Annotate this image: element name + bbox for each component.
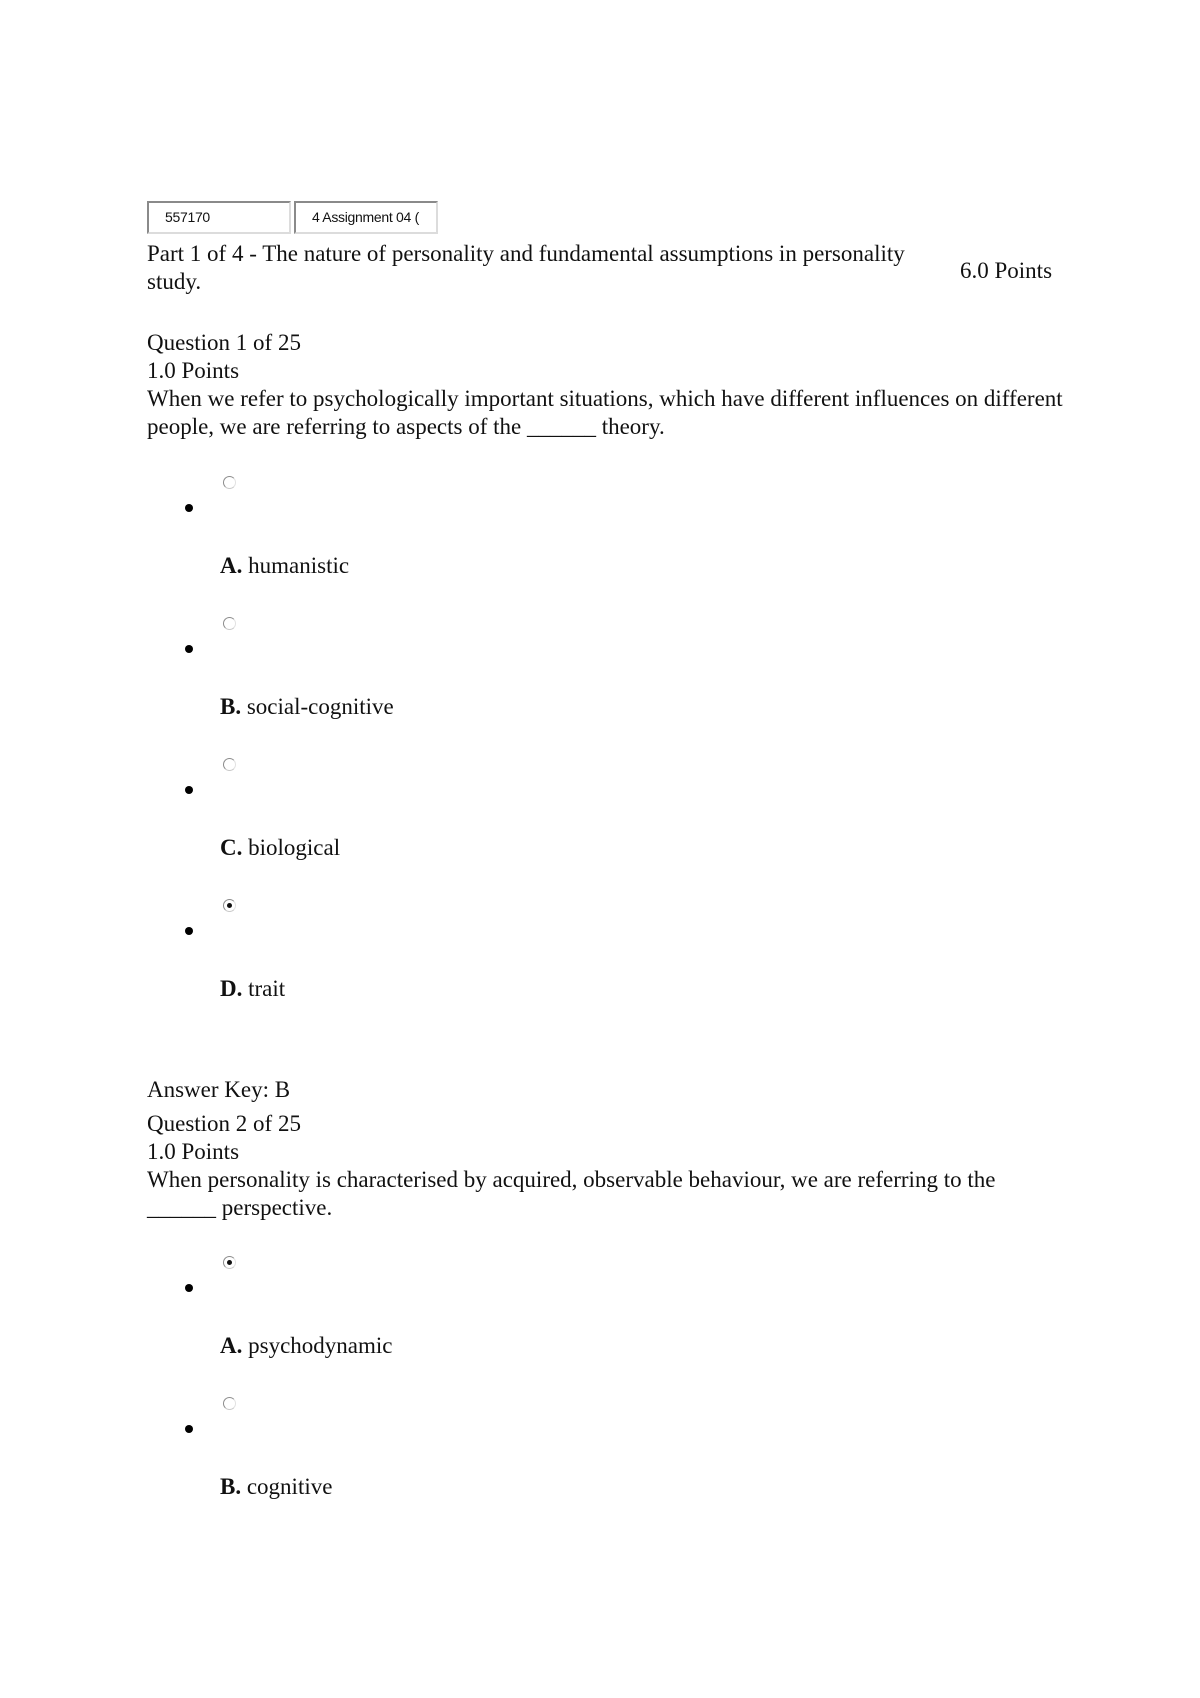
q1-option-d [0,893,1200,1033]
question-points: 1.0 Points [147,1139,240,1164]
q1-option-b [0,611,1200,751]
answer-key-text: Answer Key: B [147,1077,291,1102]
q2-option-a [0,1250,1200,1390]
q2-option-b-radio[interactable] [223,1397,236,1410]
question-number: Question 2 of 25 [147,1111,301,1136]
course-code-field[interactable]: 557170 [147,201,291,234]
question-text: When we refer to psychologically important situations, which have different influences on different people, we are referring to aspects of the ______ theory. [147,386,1063,439]
q1-option-c-radio[interactable] [223,758,236,771]
question-number: Question 1 of 25 [147,330,301,355]
q1-option-b-radio[interactable] [223,617,236,630]
bullet-icon [185,1284,193,1292]
question-points: 1.0 Points [147,358,240,383]
part-title: Part 1 of 4 - The nature of personality and fundamental assumptions in personality study. [147,241,905,294]
q1-option-b-label: B. social-cognitive [220,694,394,719]
q1-option-a [0,470,1200,610]
q1-option-a-radio[interactable] [223,476,236,489]
bullet-icon [185,927,193,935]
answer-key [147,1076,290,1104]
q2-option-b-label: B. cognitive [220,1474,333,1499]
q1-option-c [0,752,1200,892]
q1-option-a-label: A. humanistic [220,553,350,578]
bullet-icon [185,1425,193,1433]
bullet-icon [185,786,193,794]
question-text: When personality is characterised by acquired, observable behaviour, we are referring to the ______ perspective. [147,1167,996,1220]
q1-option-d-label: D. trait [220,976,286,1001]
bullet-icon [185,645,193,653]
part-points: 6.0 Points [960,258,1053,283]
q2-option-a-label: A. psychodynamic [220,1333,393,1358]
bullet-icon [185,504,193,512]
question-1 [147,329,1067,441]
question-2 [147,1110,1067,1222]
q2-option-b [0,1391,1200,1531]
q2-option-a-radio[interactable] [223,1256,236,1269]
q1-option-d-radio[interactable] [223,899,236,912]
assignment-field[interactable]: 4 Assignment 04 ( [294,201,438,234]
q1-option-c-label: C. biological [220,835,341,860]
